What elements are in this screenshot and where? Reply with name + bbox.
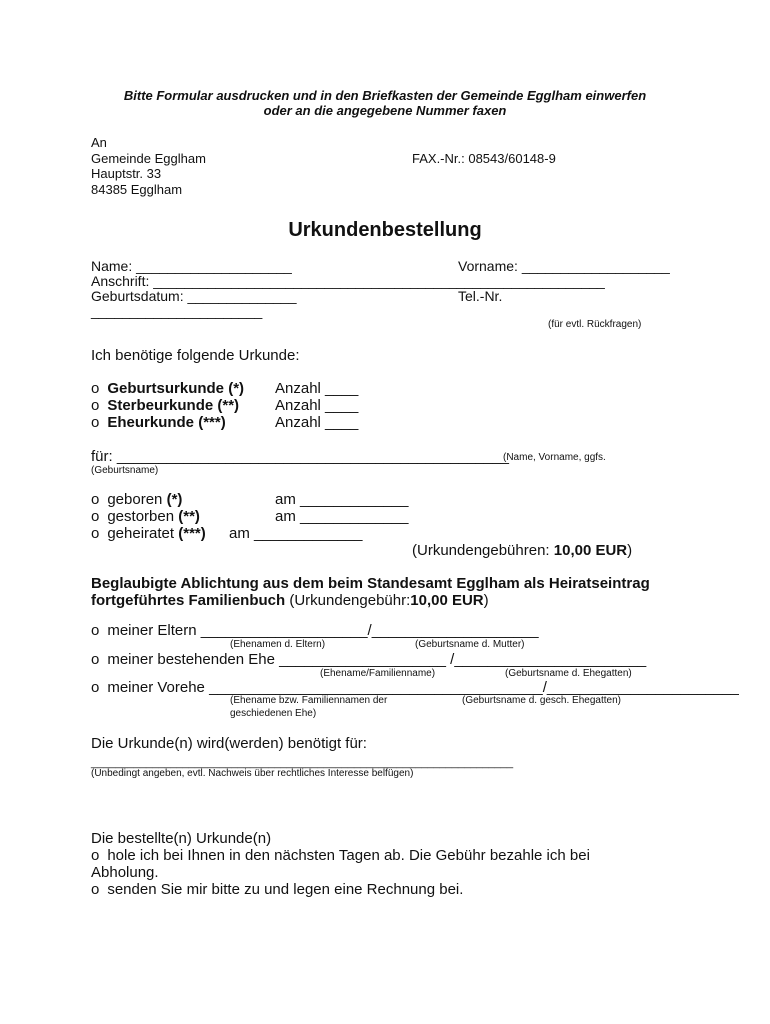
checkbox-circle-icon[interactable]: o — [91, 622, 100, 639]
beglaubigt-fee: 10,00 EUR — [410, 592, 484, 609]
rueckfragen-note: (für evtl. Rückfragen) — [548, 319, 642, 330]
address-to: An — [91, 135, 107, 150]
checkbox-circle-icon[interactable]: o — [91, 651, 100, 668]
familienbuch-option-vorehe[interactable] — [91, 679, 739, 696]
urkunde-label: Sterbeurkunde (**) — [107, 397, 240, 414]
fuer-note-geburtsname: (Geburtsname) — [91, 465, 159, 476]
instruction-line-1: Bitte Formular ausdrucken und in den Briefkasten der Gemeinde Egglham einwerfen — [123, 88, 647, 103]
beglaubigt-end: ) — [483, 592, 489, 609]
fuer-note: (Name, Vorname, ggfs. — [503, 452, 606, 463]
checkbox-circle-icon[interactable]: o — [91, 847, 100, 864]
ehe-line[interactable]: meiner bestehenden Ehe ____________________ /_______________________ — [107, 651, 647, 668]
familienbuch-option-eltern[interactable] — [91, 622, 539, 639]
tel-underline[interactable]: ______________________ — [91, 303, 263, 319]
event-option-gestorben[interactable] — [91, 508, 200, 525]
address-street: Hauptstr. 33 — [91, 166, 162, 181]
vorname-field[interactable]: Vorname: ___________________ — [458, 258, 670, 274]
abholung-text-cont: Abholung. — [91, 864, 159, 881]
zweck-field[interactable]: _____________________________________________________________________ — [91, 757, 514, 769]
fuer-field[interactable]: für: _______________________________________________ — [91, 448, 509, 465]
geburtsdatum-field[interactable]: Geburtsdatum: ______________ — [91, 288, 297, 304]
event-mark: (**) — [178, 508, 200, 525]
senden-text: senden Sie mir bitte zu und legen eine Rechnung bei. — [107, 881, 464, 898]
abholung-option-senden[interactable] — [91, 881, 463, 898]
eltern-line[interactable]: meiner Eltern ____________________/____________________ — [107, 622, 539, 639]
event-option-geboren[interactable] — [91, 491, 182, 508]
fee-suffix: ) — [627, 542, 633, 559]
fax-number: FAX.-Nr.: 08543/60148-9 — [412, 151, 556, 166]
vorehe-note-geschieden: geschiedenen Ehe) — [230, 708, 317, 719]
anzahl-field[interactable]: Anzahl ____ — [275, 380, 359, 397]
vorehe-line[interactable]: meiner Vorehe ________________________________________/_______________________ — [107, 679, 739, 696]
zweck-note: (Unbedingt angeben, evtl. Nachweis über rechtliches Interesse belfügen) — [91, 768, 414, 779]
eltern-note-ehenamen: (Ehenamen d. Eltern) — [230, 639, 326, 650]
anschrift-field[interactable]: Anschrift: __________________________________________________________ — [91, 273, 605, 289]
checkbox-circle-icon[interactable]: o — [91, 679, 100, 696]
urkunde-label: Geburtsurkunde (*) — [107, 380, 245, 397]
beglaubigt-normal-part: (Urkundengebühr: — [285, 592, 411, 609]
event-option-geheiratet[interactable] — [91, 525, 206, 542]
abholung-text: hole ich bei Ihnen in den nächsten Tagen ab. Die Gebühr bezahle ich bei — [107, 847, 590, 864]
event-mark: (***) — [178, 525, 206, 542]
urkunde-option-ehe[interactable] — [91, 414, 226, 431]
urkunde-option-geburt[interactable] — [91, 380, 244, 397]
checkbox-circle-icon[interactable]: o — [91, 491, 100, 508]
page-title: Urkundenbestellung — [288, 219, 482, 241]
event-label: geboren — [107, 491, 163, 508]
gestorben-date-field[interactable]: am _____________ — [275, 508, 409, 525]
vorehe-note-geburtsname: (Geburtsname d. gesch. Ehegatten) — [462, 695, 621, 706]
geheiratet-date-field[interactable]: am _____________ — [229, 525, 363, 542]
urkunde-option-sterbe[interactable] — [91, 397, 239, 414]
geboren-date-field[interactable]: am _____________ — [275, 491, 409, 508]
beglaubigt-bold-part: fortgeführtes Familienbuch — [91, 592, 286, 609]
fee-prefix: (Urkundengebühren: — [412, 542, 554, 559]
urkunden-heading: Ich benötige folgende Urkunde: — [91, 347, 300, 364]
abholung-option-abholen[interactable] — [91, 847, 590, 864]
event-mark: (*) — [166, 491, 183, 508]
beglaubigt-heading-2 — [91, 592, 489, 609]
urkunden-fee — [412, 542, 632, 559]
familienbuch-option-ehe[interactable] — [91, 651, 646, 668]
ehe-note-geburtsname: (Geburtsname d. Ehegatten) — [505, 668, 632, 679]
address-name: Gemeinde Egglham — [91, 151, 206, 166]
tel-field[interactable]: Tel.-Nr. — [458, 288, 503, 304]
address-city: 84385 Egglham — [91, 182, 183, 197]
checkbox-circle-icon[interactable]: o — [91, 380, 100, 397]
event-label: geheiratet — [107, 525, 175, 542]
beglaubigt-heading-1: Beglaubigte Ablichtung aus dem beim Standesamt Egglham als Heiratseintrag — [91, 575, 650, 592]
instruction-line-2: oder an die angegebene Nummer faxen — [263, 103, 507, 118]
abholung-heading: Die bestellte(n) Urkunde(n) — [91, 830, 272, 847]
checkbox-circle-icon[interactable]: o — [91, 414, 100, 431]
anzahl-field[interactable]: Anzahl ____ — [275, 414, 359, 431]
checkbox-circle-icon[interactable]: o — [91, 397, 100, 414]
urkunde-label: Eheurkunde (***) — [107, 414, 226, 431]
anzahl-field[interactable]: Anzahl ____ — [275, 397, 359, 414]
eltern-note-geburtsname: (Geburtsname d. Mutter) — [415, 639, 525, 650]
checkbox-circle-icon[interactable]: o — [91, 508, 100, 525]
checkbox-circle-icon[interactable]: o — [91, 525, 100, 542]
vorehe-note-ehename: (Ehename bzw. Familiennamen der — [230, 695, 388, 706]
fee-value: 10,00 EUR — [553, 542, 628, 559]
event-label: gestorben — [107, 508, 175, 525]
name-field[interactable]: Name: ____________________ — [91, 258, 292, 274]
checkbox-circle-icon[interactable]: o — [91, 881, 100, 898]
zweck-heading: Die Urkunde(n) wird(werden) benötigt für: — [91, 735, 367, 752]
ehe-note-ehename: (Ehename/Familienname) — [320, 668, 436, 679]
